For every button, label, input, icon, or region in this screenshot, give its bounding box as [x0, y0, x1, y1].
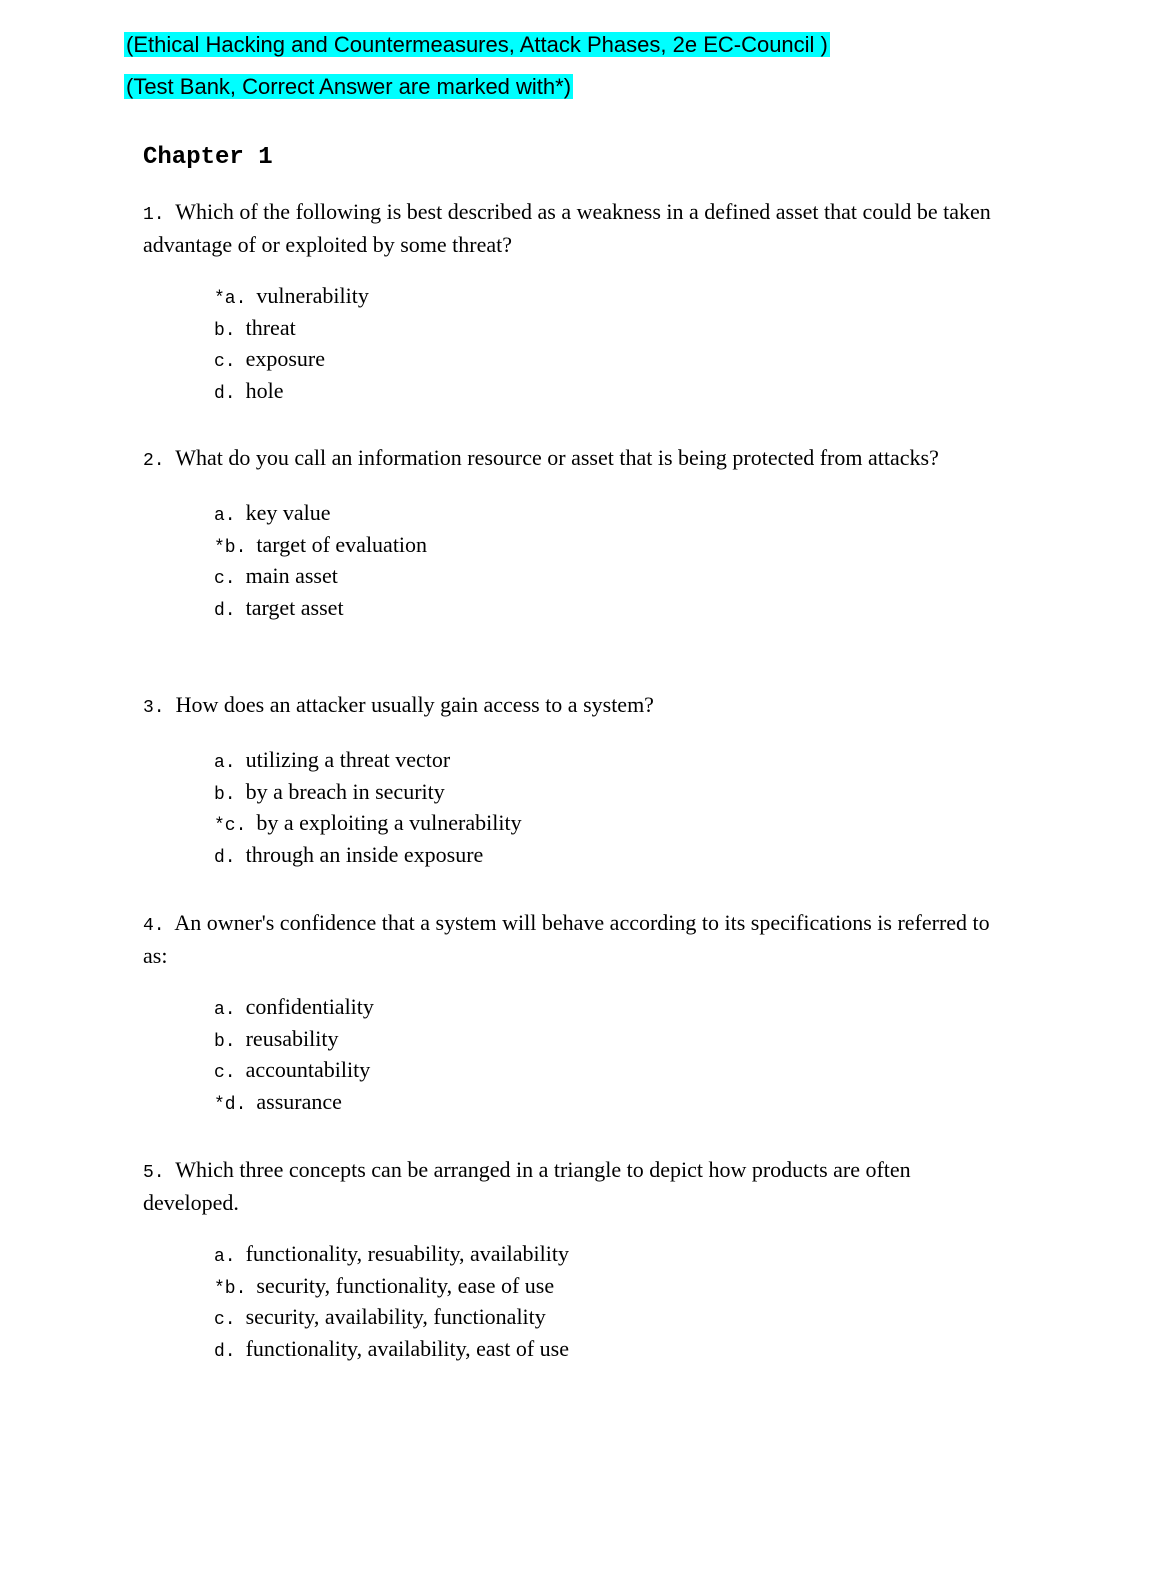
- option-letter: a.: [214, 753, 236, 773]
- option-text: hole: [245, 377, 284, 403]
- answer-options: [214, 282, 993, 408]
- option-text: security, functionality, ease of use: [256, 1272, 555, 1298]
- answer-option: [214, 1025, 993, 1057]
- answer-option: [214, 809, 993, 841]
- answer-option: [214, 1335, 993, 1367]
- question-2: [143, 443, 993, 625]
- question-5: [143, 1155, 993, 1366]
- question-stem: Which three concepts can be arranged in a triangle to depict how products are often developed.: [143, 1157, 911, 1215]
- answer-option: [214, 841, 993, 873]
- option-letter: c.: [214, 352, 236, 372]
- option-text: functionality, resuability, availability: [245, 1241, 570, 1266]
- option-letter: *b.: [214, 1278, 247, 1299]
- answer-option: [214, 993, 993, 1025]
- question-text: [143, 197, 993, 259]
- question-text: [143, 443, 993, 476]
- option-text: vulnerability: [256, 283, 369, 308]
- question-stem: Which of the following is best described as a weakness in a defined asset that could be taken advantage of or exploited by some threat?: [143, 199, 991, 257]
- answer-option: [214, 562, 993, 594]
- question-stem: How does an attacker usually gain access to a system?: [175, 692, 654, 717]
- answer-option: [214, 499, 993, 531]
- question-number: 3.: [143, 698, 165, 718]
- answer-options: [214, 1240, 993, 1366]
- answer-option: [214, 594, 993, 626]
- answer-option: [214, 531, 993, 563]
- question-1: [143, 197, 993, 408]
- option-text: main asset: [245, 563, 338, 588]
- answer-options: [214, 993, 993, 1119]
- question-4: [143, 908, 993, 1119]
- option-text: security, availability, functionality: [245, 1304, 546, 1329]
- question-text: [143, 1155, 993, 1217]
- question-stem: An owner's confidence that a system will behave according to its specifications is referred to as:: [143, 910, 990, 968]
- option-letter: c.: [214, 569, 236, 589]
- answer-option: [214, 282, 993, 314]
- question-text: [143, 908, 993, 970]
- option-letter: *b.: [214, 537, 247, 558]
- option-text: reusability: [245, 1025, 339, 1051]
- answer-option: [214, 746, 993, 778]
- question-3: [143, 690, 993, 872]
- option-text: confidentiality: [245, 994, 374, 1019]
- answer-option: [214, 778, 993, 810]
- option-letter: d.: [214, 847, 236, 868]
- option-letter: *d.: [214, 1094, 247, 1115]
- header-title-highlight: (Ethical Hacking and Countermeasures, Attack Phases, 2e EC-Council ): [126, 32, 828, 57]
- option-text: assurance: [256, 1088, 342, 1114]
- chapter-title: Chapter 1: [143, 144, 273, 171]
- question-text: [143, 690, 993, 723]
- option-letter: c.: [214, 1063, 236, 1083]
- answer-options: [214, 499, 993, 625]
- option-text: threat: [245, 314, 296, 340]
- answer-option: [214, 1056, 993, 1088]
- answer-option: [214, 1272, 993, 1304]
- answer-option: [214, 1088, 993, 1120]
- question-stem: What do you call an information resource or asset that is being protected from attacks?: [175, 445, 939, 470]
- option-text: target of evaluation: [256, 531, 428, 557]
- option-text: accountability: [245, 1057, 371, 1082]
- answer-option: [214, 377, 993, 409]
- option-letter: a.: [214, 1000, 236, 1020]
- option-letter: d.: [214, 600, 236, 621]
- header-subtitle-highlight: (Test Bank, Correct Answer are marked with*): [126, 74, 572, 99]
- option-letter: d.: [214, 383, 236, 404]
- option-letter: b.: [214, 784, 236, 805]
- answer-option: [214, 1240, 993, 1272]
- answer-option: [214, 345, 993, 377]
- answer-option: [214, 314, 993, 346]
- answer-option: [214, 1303, 993, 1335]
- option-letter: b.: [214, 320, 236, 341]
- option-letter: *c.: [214, 816, 247, 836]
- option-text: functionality, availability, east of use: [245, 1335, 569, 1361]
- question-number: 2.: [143, 451, 165, 471]
- option-text: target asset: [245, 594, 344, 620]
- document-header-title: [124, 30, 830, 60]
- answer-options: [214, 746, 993, 872]
- option-letter: a.: [214, 506, 236, 526]
- option-letter: b.: [214, 1031, 236, 1052]
- question-number: 1.: [143, 205, 165, 225]
- option-text: by a breach in security: [245, 778, 445, 804]
- option-text: by a exploiting a vulnerability: [256, 810, 522, 835]
- document-header-subtitle: [124, 72, 573, 102]
- option-text: exposure: [245, 346, 326, 371]
- option-letter: *a.: [214, 289, 247, 309]
- option-letter: c.: [214, 1310, 236, 1330]
- option-letter: d.: [214, 1341, 236, 1362]
- option-text: key value: [245, 500, 331, 525]
- question-number: 5.: [143, 1163, 165, 1183]
- option-text: utilizing a threat vector: [245, 747, 451, 772]
- question-number: 4.: [143, 916, 165, 936]
- option-text: through an inside exposure: [245, 841, 484, 867]
- option-letter: a.: [214, 1247, 236, 1267]
